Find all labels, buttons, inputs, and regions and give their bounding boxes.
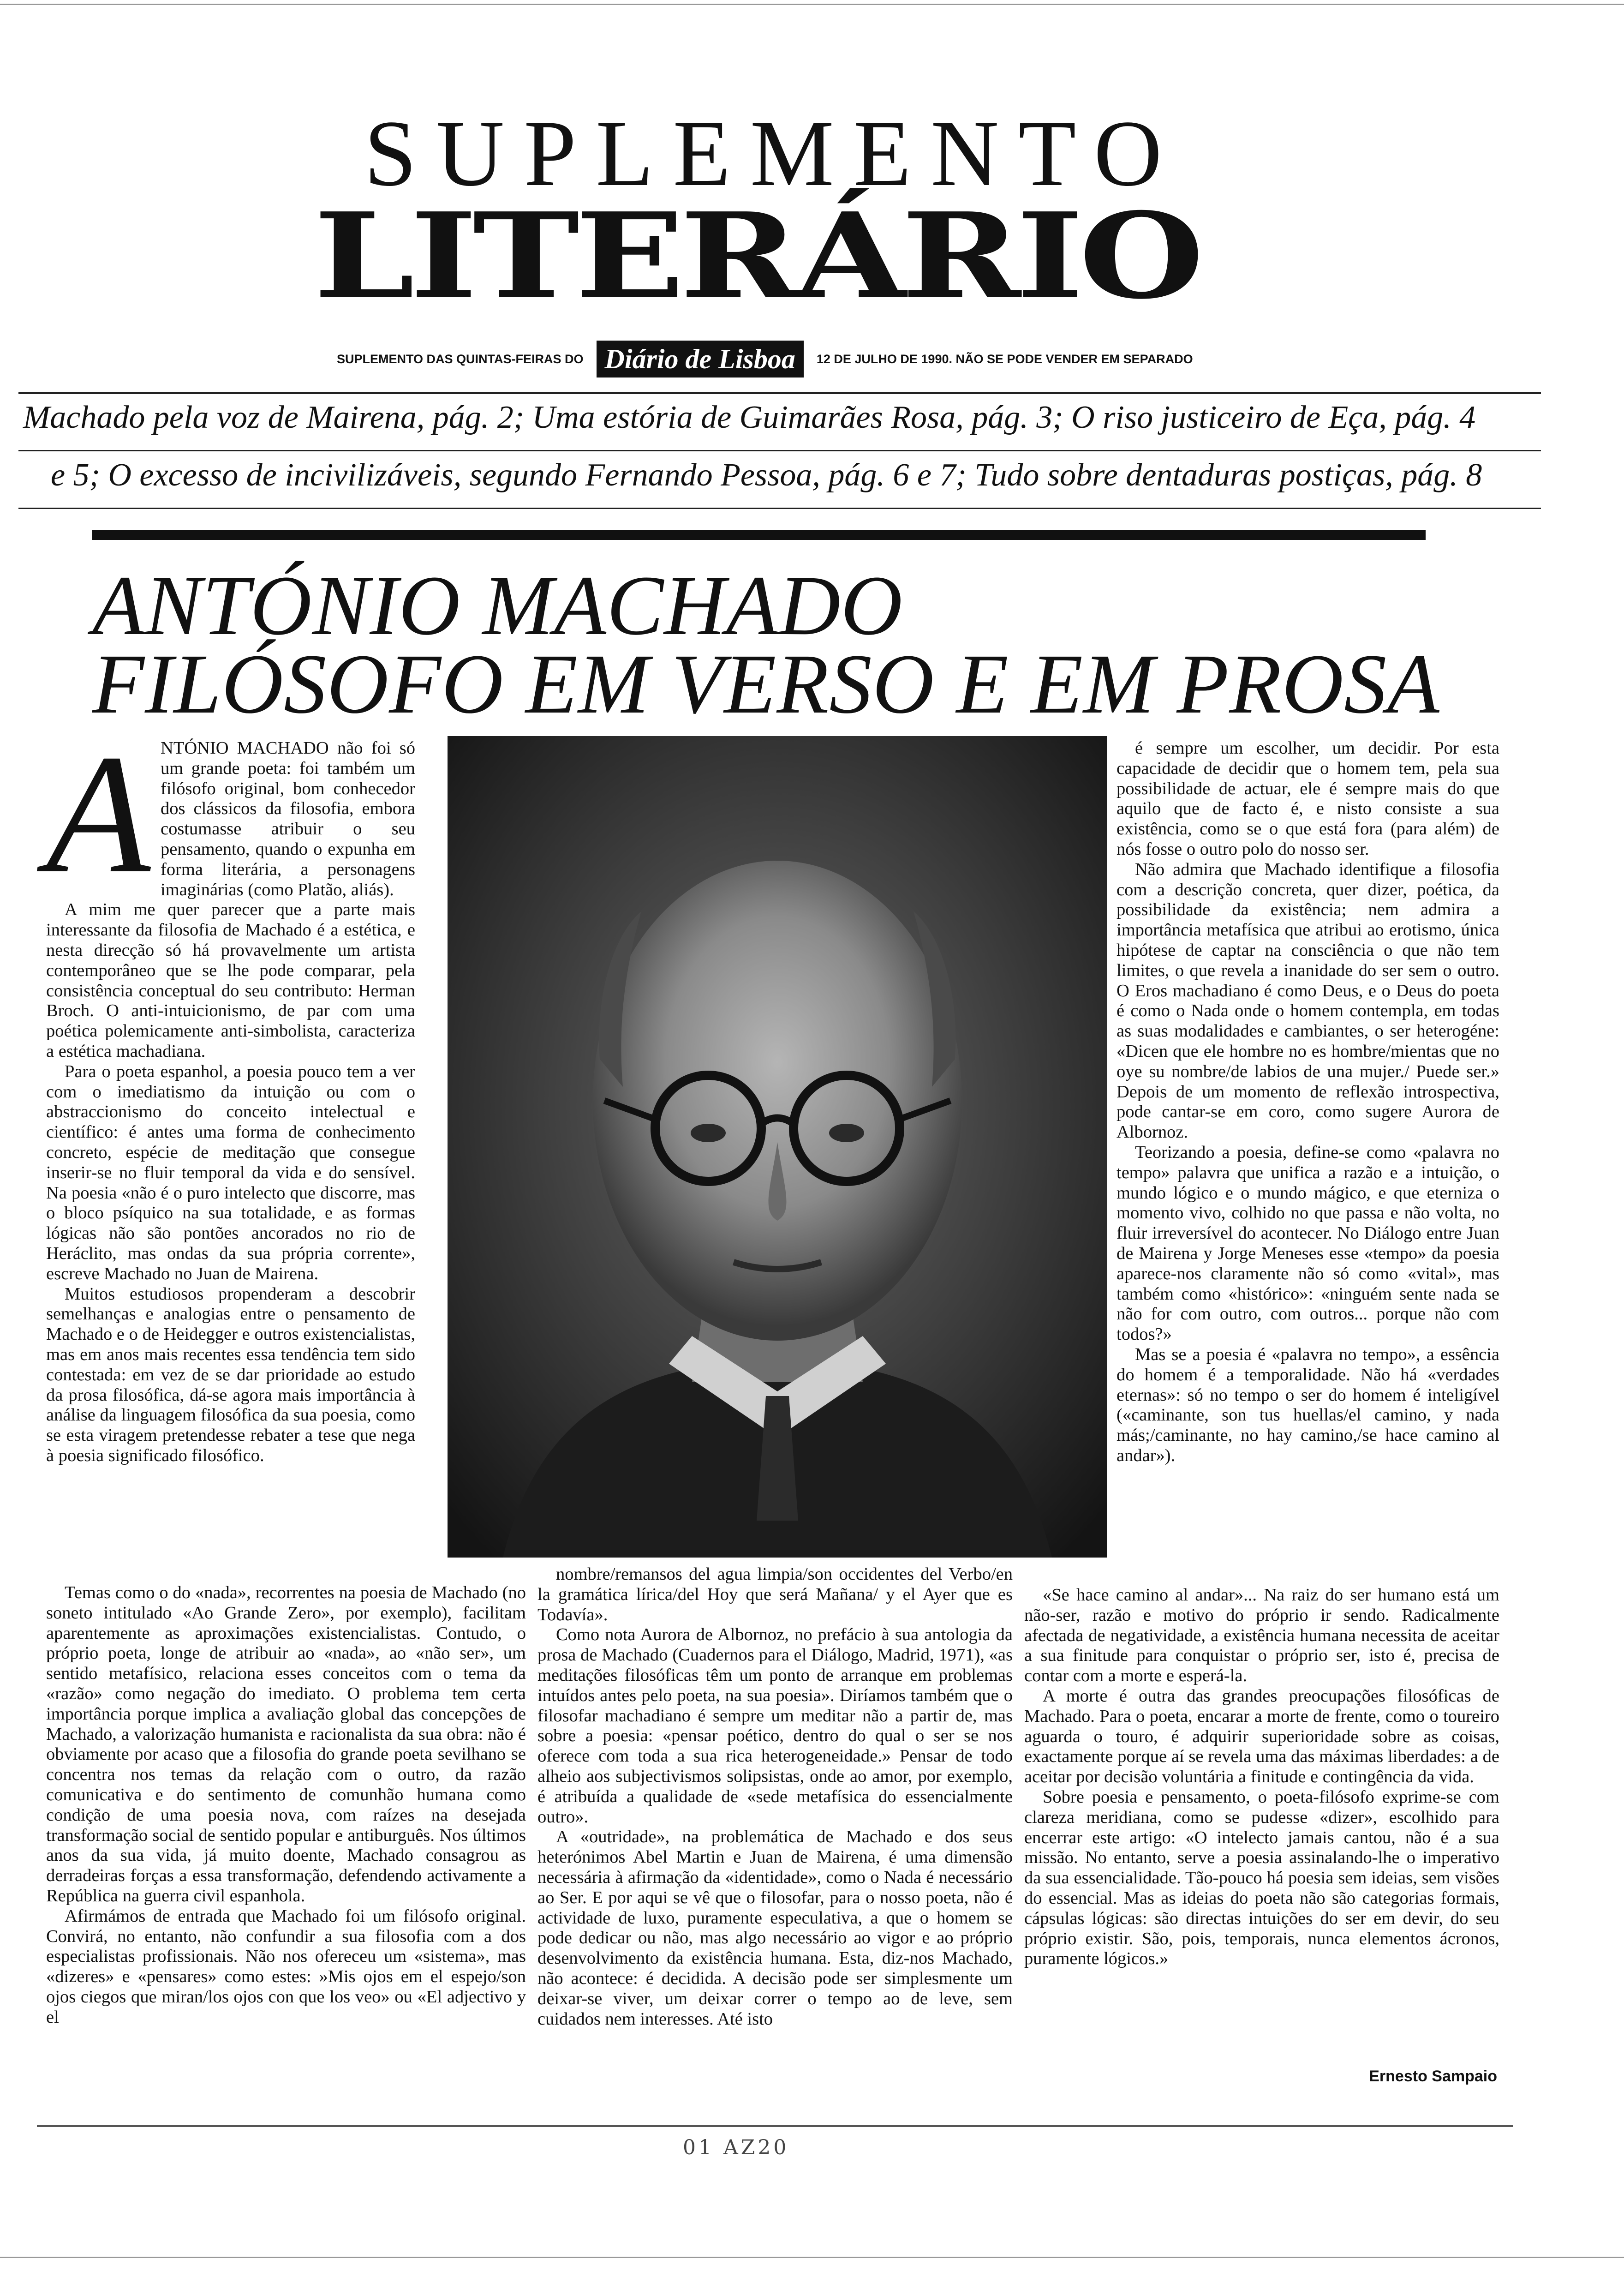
article-paragraph: Afirmámos de entrada que Machado foi um filósofo original. Convirá, no entanto, não confundir a sua filosofia com a dos especialistas profissionais. Não nos ofereceu um «sistema», mas «dizeres» e «pensares» como estes: »Mis ojos em el espejo/son ojos ciegos que miran/los ojos con que los veo» ou «El adjectivo y el xyxy=(46,1906,526,2027)
article-column-1 xyxy=(46,719,415,1466)
contents-line-2: e 5; O excesso de incivilizáveis, segundo Fernando Pessoa, pág. 6 e 7; Tudo sobre dentaduras postiças, pág. 8 xyxy=(51,457,1482,493)
tagline-date: 12 DE JULHO DE 1990. NÃO SE PODE VENDER EM SEPARADO xyxy=(816,352,1193,366)
archive-stamp: 01 AZ20 xyxy=(683,2136,789,2159)
contents-top-rule xyxy=(18,392,1541,394)
headline-line-2: FILÓSOFO EM VERSO E EM PROSA xyxy=(92,637,1440,731)
article-paragraph: «Se hace camino al andar»... Na raiz do ser humano está um não-ser, razão e motivo do próprio ir sendo. Radicalmente afectada de negatividade, a existência humana necessita de aceitar a sua finitude para conquistar o próprio ser, isto é, precisa de contar com a morte e esperá-la. xyxy=(1024,1585,1499,1686)
article-paragraph: Mas se a poesia é «palavra no tempo», a essência do homem é a temporalidade. Não há «verdades eternas»: só no tempo o ser do homem é inteligível («caminante, son tus huellas/el camino, y nada más;/caminante, no hay camino,/se hace camino al andar»). xyxy=(1116,1344,1499,1465)
article-paragraph-continued: nombre/remansos del agua limpia/son occidentes del Verbo/en la gramática lírica/del Hoy que será Mañana/ y el Ayer que es Todavía». xyxy=(537,1564,1013,1624)
masthead-suplemento: SUPLEMENTO xyxy=(364,101,1182,206)
headline-line-1: ANTÓNIO MACHADO xyxy=(92,558,903,653)
newspaper-name-logo: Diário de Lisboa xyxy=(597,341,804,378)
top-border xyxy=(0,4,1624,5)
article-column-bottom-middle xyxy=(537,1564,1013,2029)
bottom-border xyxy=(0,2257,1624,2258)
headline-rule xyxy=(92,530,1426,540)
article-paragraph: Para o poeta espanhol, a poesia pouco tem a ver com o imediatismo da intuição ou com o abstraccionismo do conceito intelectual e científico: é antes uma forma de conhecimento concreto, espécie de meditação que consegue inserir-se no fluir temporal da vida e do sensível. Na poesia «não é o puro intelecto que discorre, mas o bloco psíquico na sua totalidade, e as formas lógicas não são pontões ancorados no rio de Heráclito, mas ondas da sua própria corrente», escreve Machado no Juan de Mairena. xyxy=(46,1061,415,1283)
contents-bottom-rule xyxy=(18,508,1541,509)
article-column-3 xyxy=(1116,738,1499,1466)
article-column-bottom-right xyxy=(1024,1585,1499,1969)
bottom-dotted-rule xyxy=(37,2125,1513,2127)
article-paragraph: A mim me quer parecer que a parte mais interessante da filosofia de Machado é a estética, e nesta direcção só há provavelmente um artista contemporâneo que se lhe pode comparar, pela consistência conceptual do seu contributo: Herman Broch. O anti-intuicionismo, de par com uma poética polemicamente anti-simbolista, caracteriza a estética machadiana. xyxy=(46,900,415,1061)
masthead-literario: LITERÁRIO xyxy=(313,187,1200,325)
contents-middle-rule xyxy=(18,450,1541,451)
tagline-left: SUPLEMENTO DAS QUINTAS-FEIRAS DO xyxy=(337,352,584,366)
article-lead-paragraph xyxy=(46,719,415,909)
contents-line-1: Machado pela voz de Mairena, pág. 2; Uma estória de Guimarães Rosa, pág. 3; O riso justiceiro de Eça, pág. 4 xyxy=(23,400,1476,435)
article-paragraph: Muitos estudiosos propenderam a descobrir semelhanças e analogias entre o pensamento de Machado e o de Heidegger e outros existencialistas, mas em anos mais recentes essa tendência tem sido contestada: em vez de se dar prioridade ao estudo da prosa filosófica, dá-se agora mais importância à análise da linguagem filosófica da sua poesia, como se esta viragem pretendesse rebater a tese que nega à poesia significado filosófico. xyxy=(46,1284,415,1465)
article-paragraph: Como nota Aurora de Albornoz, no prefácio à sua antologia da prosa de Machado (Cuadernos para el Diálogo, Madrid, 1971), «as meditações filosóficas têm um ponto de arranque em problemas intuídos antes pelo poeta, na sua poesia». Diríamos também que o filosofar machadiano é sempre um meditar não a partir de, mas sobre a poesia: «pensar poético, dentro do qual o ser se nos oferece com toda a sua rica heterogeneidade.» Pensar de todo alheio aos subjectivismos solipsistas, onde ao amor, por exemplo, é atribuída a qualidade de «sede metafísica do essencialmente outro». xyxy=(537,1625,1013,1827)
portrait-illustration xyxy=(448,736,1107,1558)
article-column-bottom-left xyxy=(46,1583,526,2028)
article-paragraph: A «outridade», na problemática de Machado e dos seus heterónimos Abel Martin e Juan de Mairena, é uma dimensão necessária à afirmação da «identidade», como o Nada é necessário ao Ser. E por aqui se vê que o filosofar, para o nosso poeta, não é actividade de luxo, puramente especulativa, a que o homem se pode dedicar ou não, mas algo necessário ao vigor e ao próprio desenvolvimento da existência humana. Esta, diz-nos Machado, não acontece: é decidida. A decisão pode ser simplesmente um deixar-se viver, um deixar correr o tempo ao de leve, sem cuidados nem interesses. Até isto xyxy=(537,1827,1013,2029)
author-signature: Ernesto Sampaio xyxy=(1369,2067,1497,2085)
article-paragraph-continued: é sempre um escolher, um decidir. Por esta capacidade de decidir que o homem tem, pela sua possibilidade de actuar, ele é sempre mais do que aquilo que de facto é, e nisto consiste a sua existência, como se o que está fora (para além) de nós fosse o outro polo do nosso ser. xyxy=(1116,738,1499,859)
article-paragraph: Não admira que Machado identifique a filosofia com a descrição concreta, quer dizer, poética, da possibilidade da existência; nem admira a importância metafísica que atribui ao erotismo, única hipótese de captar na consciência o que não tem limites, o que revela a inanidade do ser sem o outro. O Eros machadiano é como Deus, e o Deus do poeta é como o Nada onde o homem contempla, em todas as suas modalidades e cambiantes, o ser heterogéne: «Dicen que ele hombre no es hombre/mientas que no oye su nombre/de labios de una mujer./ Puede ser.» Depois de um momento de reflexão introspectiva, pode cantar-se em coro, como sugere Aurora de Albornoz. xyxy=(1116,859,1499,1142)
drop-cap: A xyxy=(46,719,151,909)
portrait-photo xyxy=(448,736,1107,1558)
masthead-tagline xyxy=(337,341,1193,378)
article-paragraph: Sobre poesia e pensamento, o poeta-filósofo exprime-se com clareza meridiana, como se pudesse «dizer», escolhido para encerrar este artigo: «O intelecto jamais cantou, não é a sua missão. No entanto, serve a poesia assinalando-lhe o imperativo da sua essencialidade. Tão-pouco há poesia sem ideias, sem visões do essencial. Mas as ideias do poeta não são categorias formais, cápsulas lógicas: são directas intuições do ser em devir, do seu próprio existir. São, pois, temporais, nunca elementos ácronos, puramente lógicos.» xyxy=(1024,1787,1499,1969)
article-paragraph: A morte é outra das grandes preocupações filosóficas de Machado. Para o poeta, encarar a morte de frente, como o toureiro aguarda o touro, é adquirir superioridade sobre as coisas, exactamente porque aí se revela uma das máximas liberdades: a de aceitar por decisão voluntária a finitude e contingência da vida. xyxy=(1024,1686,1499,1787)
lead-text: NTÓNIO MACHADO não foi só um grande poeta: foi também um filósofo original, bom conhecedor dos clássicos da filosofia, embora costumasse atribuir o seu pensamento, quando o expunha em forma literária, a personagens imaginárias (como Platão, aliás). xyxy=(161,738,415,899)
article-paragraph: Teorizando a poesia, define-se como «palavra no tempo» palavra que unifica a razão e a intuição, o mundo lógico e o mundo mágico, e que eterniza o momento vivo, colhido no que passa e não volta, no fluir irreversível do acontecer. No Diálogo entre Juan de Mairena y Jorge Meneses esse «tempo» da poesia aparece-nos claramente não só como «vital», mas também como «histórico»: «ninguém sente nada se não for com outro, com outros... porque não com todos?» xyxy=(1116,1142,1499,1344)
article-paragraph: Temas como o do «nada», recorrentes na poesia de Machado (no soneto intitulado «Ao Grande Zero», por exemplo), facilitam aparentemente as aproximações existencialistas. Contudo, o próprio poeta, longe de atribuir ao «nada», ao «não ser», um sentido metafísico, relaciona esses conceitos com o tema da «razão» como negação do imediato. O problema tem certa importância porque implica a avaliação global das concepções de Machado, a valorização humanista e racionalista da sua obra: não é obviamente por acaso que a filosofia do grande poeta sevilhano se concentra nos temas da relação com o outro, da razão comunicativa e do sentimento de comunhão humana como condição de uma poesia nova, com raízes na desejada transformação social de sentido popular e antiburguês. Nos últimos anos da sua vida, já muito doente, Machado consagrou as derradeiras forças a essa transformação, defendendo activamente a República na guerra civil espanhola. xyxy=(46,1583,526,1906)
